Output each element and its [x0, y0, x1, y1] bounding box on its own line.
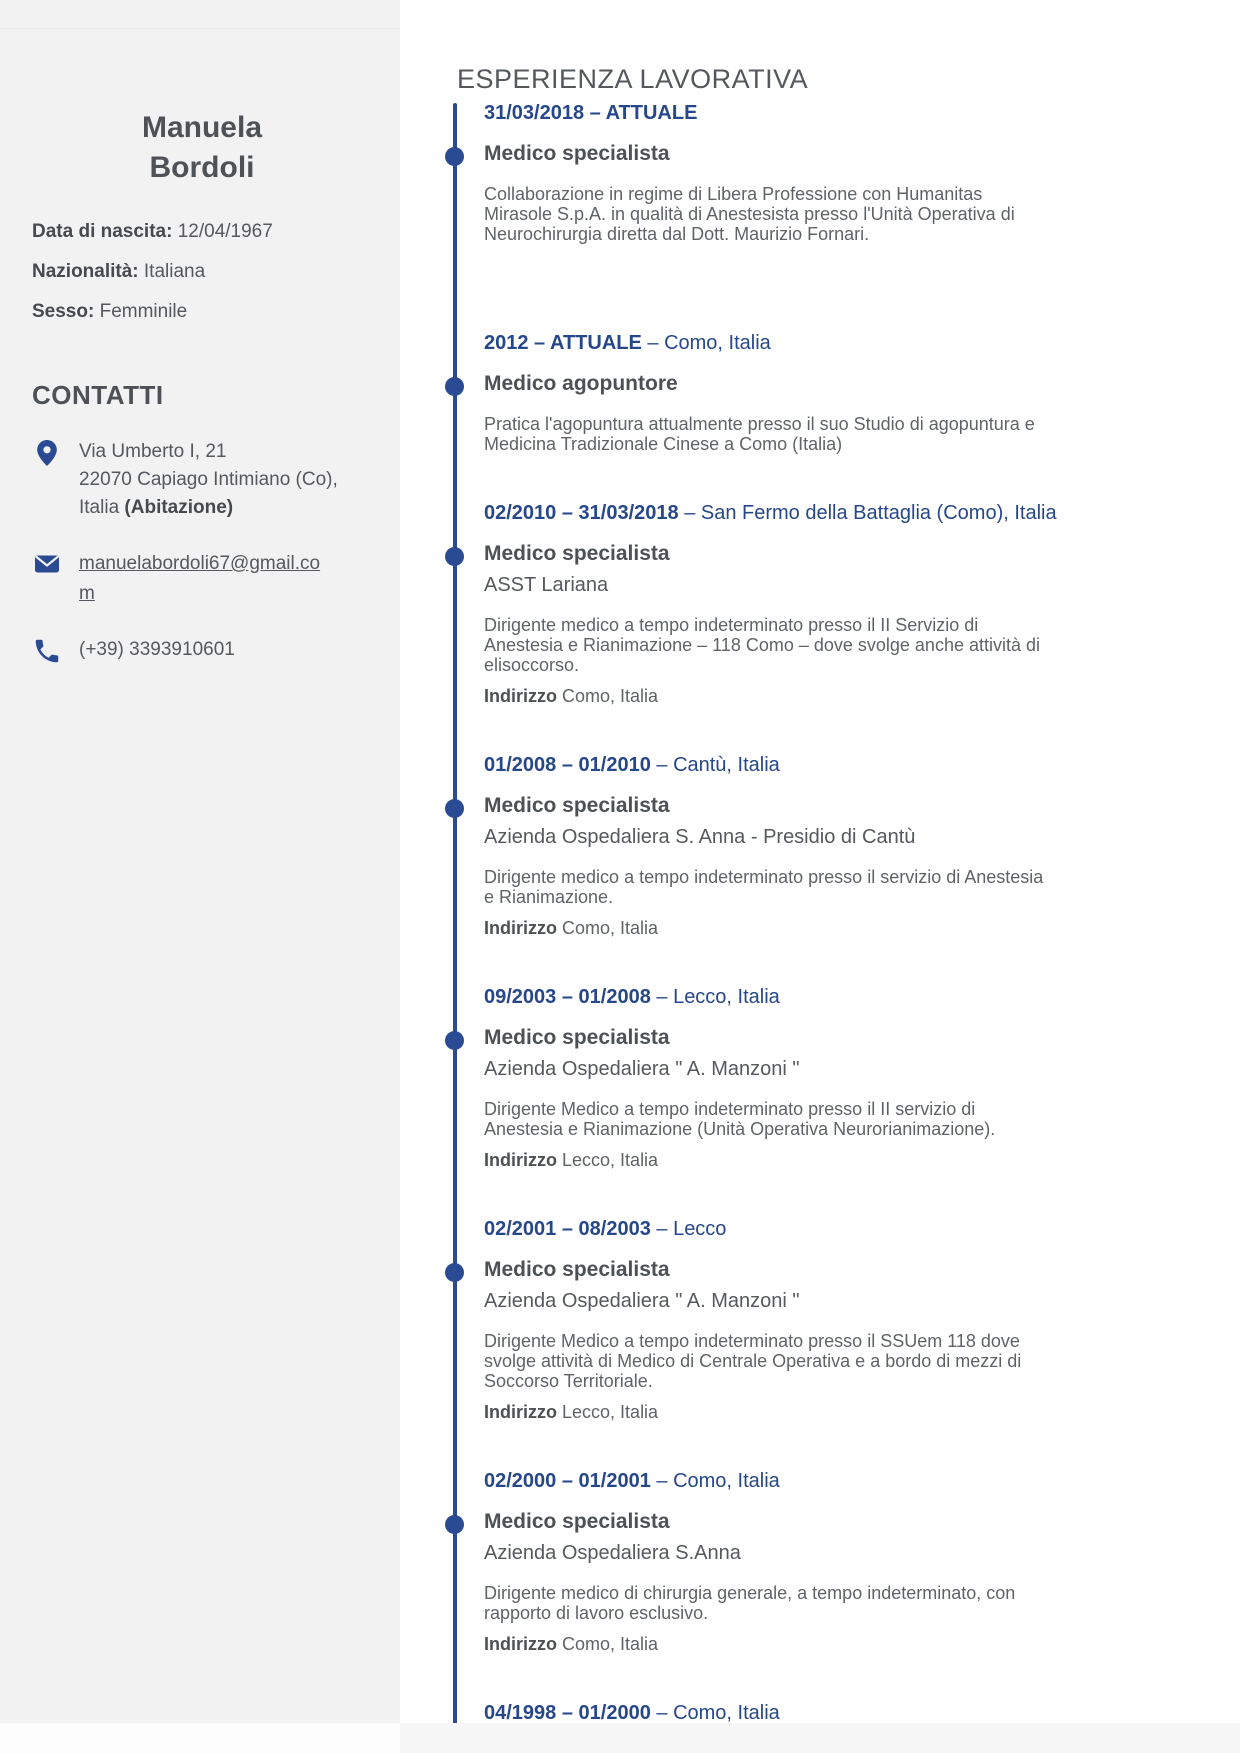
experience-entry: [400, 1700, 1240, 1723]
entry-date-range: 02/2010 – 31/03/2018: [484, 502, 679, 524]
entry-description: Dirigente medico a tempo indeterminato presso il servizio di Anestesia e Rianimazione.: [484, 867, 1044, 907]
nationality-label: Nazionalità:: [32, 261, 139, 282]
entry-address-row: [484, 917, 1044, 939]
entry-date-row: [484, 500, 1057, 527]
entry-job-title: Medico specialista: [484, 794, 670, 817]
entry-description: Dirigente medico di chirurgia generale, a tempo indeterminato, con rapporto di lavoro esclusivo.: [484, 1583, 1016, 1623]
nationality-row: [32, 260, 372, 284]
entry-date-row: [484, 752, 1044, 779]
entry-date-range: 02/2001 – 08/2003: [484, 1218, 651, 1240]
page-break-gap: [0, 1723, 1240, 1753]
entry-description: Dirigente Medico a tempo indeterminato presso il SSUem 118 dove svolge attività di Medico di Centrale Operativa e a bordo di mezzi di Soccorso Territoriale.: [484, 1331, 1022, 1391]
experience-entry: [400, 752, 1240, 939]
entry-location: – Lecco: [650, 1218, 727, 1240]
experience-timeline: [400, 100, 1240, 1723]
entry-job-title: Medico specialista: [484, 1026, 670, 1049]
entry-address-value: Como, Italia: [562, 1634, 659, 1654]
phone-item: [32, 636, 372, 666]
email-link[interactable]: manuelabordoli67@gmail.com: [79, 553, 321, 604]
experience-entry: [400, 330, 1240, 454]
address-type: (Abitazione): [124, 497, 234, 518]
entry-organization: Azienda Ospedaliera " A. Manzoni ": [484, 1290, 800, 1312]
personal-info: [32, 220, 372, 324]
location-pin-icon: [32, 438, 62, 468]
entry-description: Dirigente Medico a tempo indeterminato presso il II servizio di Anestesia e Rianimazione (Unità Operativa Neurorianimazione).: [484, 1099, 996, 1139]
main-column: [400, 0, 1240, 1723]
entry-date-range: 02/2000 – 01/2001: [484, 1470, 651, 1492]
entry-address-label: Indirizzo: [484, 1150, 557, 1170]
entry-organization: Azienda Ospedaliera " A. Manzoni ": [484, 1058, 800, 1080]
entry-address-label: Indirizzo: [484, 918, 557, 938]
phone-icon: [32, 636, 62, 666]
entry-job-title: Medico specialista: [484, 1258, 670, 1281]
entry-job-title: Medico specialista: [484, 1510, 670, 1533]
entry-job-title: Medico specialista: [484, 142, 670, 165]
address-line-2: 22070 Capiago Intimiano (Co),: [79, 469, 338, 490]
experience-entry: [400, 100, 1240, 244]
contacts-title: CONTATTI: [32, 380, 164, 410]
nationality-value: Italiana: [143, 261, 206, 282]
address-line-3: [79, 494, 338, 522]
entry-organization: Azienda Ospedaliera S. Anna - Presidio di Cantù: [484, 826, 916, 848]
entry-address-value: Lecco, Italia: [562, 1402, 659, 1422]
entry-date-range: 01/2008 – 01/2010: [484, 754, 651, 776]
entry-date-row: [484, 100, 1044, 127]
entry-date-row: [484, 330, 1044, 357]
entry-address-value: Como, Italia: [562, 918, 659, 938]
timeline-dot: [445, 1515, 464, 1534]
entry-address-label: Indirizzo: [484, 1634, 557, 1654]
entry-date-row: [484, 1216, 1044, 1243]
gender-row: [32, 300, 372, 324]
entry-date-range: 09/2003 – 01/2008: [484, 986, 651, 1008]
entry-address-label: Indirizzo: [484, 686, 557, 706]
experience-entry: [400, 500, 1240, 707]
address-item: [32, 438, 372, 522]
entry-date-row: [484, 984, 1044, 1011]
gender-label: Sesso:: [32, 301, 95, 322]
entry-address-label: Indirizzo: [484, 1402, 557, 1422]
timeline-dot: [445, 1031, 464, 1050]
email-item: [32, 549, 372, 609]
entry-organization: Azienda Ospedaliera S.Anna: [484, 1542, 741, 1564]
entry-location: – Lecco, Italia: [650, 986, 780, 1008]
timeline-dot: [445, 1263, 464, 1282]
email-icon: [32, 549, 62, 579]
entry-location: – Como, Italia: [641, 332, 771, 354]
birthdate-row: [32, 220, 372, 244]
experience-entry: [400, 1216, 1240, 1423]
birthdate-value: 12/04/1967: [177, 221, 273, 242]
entry-date-range: 2012 – ATTUALE: [484, 332, 642, 354]
entry-date-range: 04/1998 – 01/2000: [484, 1702, 651, 1723]
experience-entry: [400, 1468, 1240, 1655]
entry-address-row: [484, 1149, 1044, 1171]
entry-address-row: [484, 1633, 1044, 1655]
entry-address-value: Lecco, Italia: [562, 1150, 659, 1170]
entry-date-row: [484, 1700, 1044, 1723]
person-name: Manuela Bordoli: [141, 111, 263, 184]
entry-address-value: Como, Italia: [562, 686, 659, 706]
entry-organization: ASST Lariana: [484, 574, 609, 596]
experience-entries: [400, 100, 1240, 1723]
gender-value: Femminile: [99, 301, 188, 322]
address-country: Italia: [79, 497, 125, 518]
address-line-1: Via Umberto I, 21: [79, 441, 227, 462]
address-text: [79, 438, 338, 522]
entry-description: Collaborazione in regime di Libera Professione con Humanitas Mirasole S.p.A. in qualità di Anestesista presso l'Unità Operativa di Neurochirurgia diretta dal Dott. Maurizio Fornari.: [484, 184, 1015, 244]
entry-location: – Cantù, Italia: [650, 754, 780, 776]
entry-address-row: [484, 685, 1044, 707]
birthdate-label: Data di nascita:: [32, 221, 173, 242]
sidebar: [0, 0, 400, 1723]
entry-location: – San Fermo della Battaglia (Como), Italia: [678, 502, 1057, 524]
entry-description: Dirigente medico a tempo indeterminato presso il II Servizio di Anestesia e Rianimazione – 118 Como – dove svolge anche attività di elisoccorso.: [484, 615, 1040, 675]
timeline-dot: [445, 147, 464, 166]
section-title-experience: ESPERIENZA LAVORATIVA: [457, 64, 809, 94]
phone-text: [79, 636, 235, 666]
entry-description: Pratica l'agopuntura attualmente presso il suo Studio di agopuntura e Medicina Tradizionale Cinese a Como (Italia): [484, 414, 1035, 454]
entry-date-row: [484, 1468, 1044, 1495]
email-text: [79, 549, 321, 609]
entry-date-range: 31/03/2018 – ATTUALE: [484, 102, 698, 124]
phone-number: (+39) 3393910601: [79, 639, 235, 660]
entry-location: – Como, Italia: [650, 1470, 780, 1492]
timeline-dot: [445, 799, 464, 818]
entry-address-row: [484, 1401, 1044, 1423]
entry-job-title: Medico specialista: [484, 542, 670, 565]
timeline-dot: [445, 547, 464, 566]
timeline-dot: [445, 377, 464, 396]
experience-entry: [400, 984, 1240, 1171]
page-break-gap-left: [0, 1723, 400, 1753]
entry-job-title: Medico agopuntore: [484, 372, 678, 395]
entry-location: – Como, Italia: [650, 1702, 780, 1723]
